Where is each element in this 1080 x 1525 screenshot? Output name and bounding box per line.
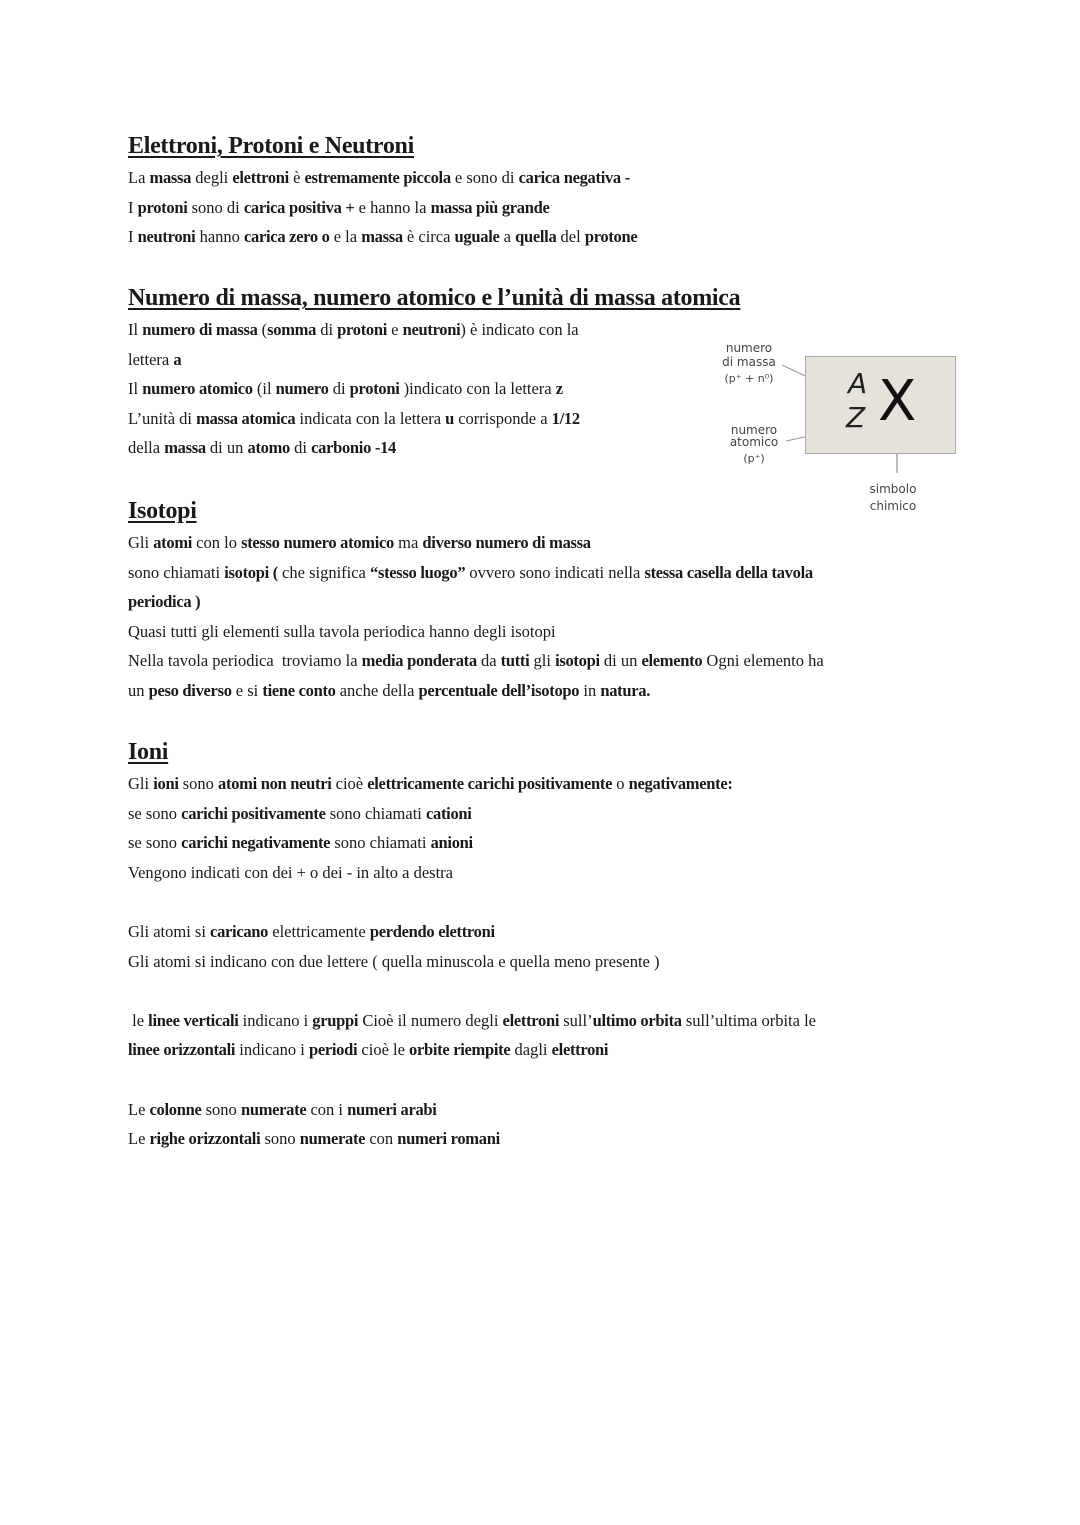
bold-text: elemento — [641, 651, 703, 671]
text: I — [128, 227, 138, 247]
text: degli — [191, 168, 233, 187]
text: con i — [306, 1099, 348, 1119]
bold-text: perdendo elettroni — [369, 921, 495, 941]
bold-text: anioni — [430, 833, 473, 853]
text: e hanno la — [354, 197, 431, 217]
bold-text: ioni — [153, 774, 179, 793]
bold-text: atomi — [153, 533, 193, 552]
text: sull’ — [559, 1010, 593, 1030]
text: sono chiamati — [128, 562, 225, 582]
heading-isotopes: Isotopi — [128, 498, 197, 524]
text: ma — [393, 533, 423, 552]
bold-text: massa più grande — [430, 197, 550, 217]
bold-text: stesso numero atomico — [241, 533, 394, 552]
text: di un — [599, 651, 642, 671]
bold-text: numerate — [299, 1129, 366, 1149]
bold-text: orbite riempite — [409, 1040, 511, 1060]
bold-text: 1/12 — [551, 408, 580, 428]
text: sono — [201, 1099, 241, 1119]
bold-text: quella — [515, 227, 557, 247]
bold-text: numerate — [240, 1099, 307, 1119]
blank-line — [128, 976, 958, 1006]
text: )indicato con la lettera — [399, 379, 556, 399]
text: Le — [128, 1099, 150, 1119]
bold-text: righe orizzontali — [149, 1129, 261, 1149]
mass-number-label: numero di massa (p⁺ + n⁰) — [722, 341, 776, 385]
bold-text: uguale — [454, 227, 500, 247]
bold-text: massa atomica — [196, 408, 296, 428]
bold-text: ultimo orbita — [592, 1010, 682, 1030]
atomic-number-label: numero atomico (p⁺) — [729, 423, 779, 465]
text: hanno — [195, 227, 245, 247]
text: è circa — [402, 227, 455, 247]
text: o — [612, 774, 629, 793]
text-line — [128, 222, 958, 252]
mass-number-A: A — [848, 367, 868, 400]
text: Nella tavola periodica troviamo la — [128, 651, 362, 671]
text: che significa — [277, 562, 371, 582]
bold-text: diverso numero di massa — [422, 533, 591, 552]
chemical-symbol-label: simbolo chimico — [869, 482, 917, 513]
bold-text: periodica ) — [128, 592, 201, 612]
blank-line — [128, 887, 958, 917]
text-line — [128, 947, 958, 977]
bold-text: estremamente piccola — [304, 168, 451, 187]
bold-text: tutti — [500, 651, 530, 671]
text-line — [128, 163, 958, 193]
text: ovvero sono indicati nella — [465, 562, 645, 582]
bold-text: “stesso luogo” — [370, 562, 466, 582]
text: a — [499, 227, 516, 247]
bold-text: periodi — [308, 1040, 358, 1060]
text: sono chiamati — [325, 803, 426, 823]
text: dagli — [510, 1040, 552, 1060]
bold-text: carica negativa - — [518, 168, 630, 187]
text: del — [556, 227, 585, 247]
text: della — [128, 438, 165, 458]
bold-text: media ponderata — [361, 651, 477, 671]
bold-text: carichi negativamente — [181, 833, 331, 853]
text: Gli atomi si indicano con due lettere ( quella minuscola e quella meno presente ) — [128, 951, 660, 971]
bold-text: carica zero o — [244, 227, 330, 247]
atomic-number-Z: Z — [846, 401, 866, 434]
text: un — [128, 680, 149, 700]
bold-text: atomi non neutri — [218, 774, 332, 793]
bold-text: elettroni — [232, 168, 289, 187]
bold-text: numeri romani — [397, 1129, 500, 1149]
paragraph — [128, 163, 958, 252]
bold-text: a — [173, 349, 182, 369]
bold-text: numero atomico — [142, 379, 253, 399]
text-line — [128, 1095, 958, 1125]
bold-text: stessa casella della tavola — [644, 562, 813, 582]
text: I — [128, 197, 138, 217]
text: L’unità di — [128, 408, 197, 428]
heading-ions: Ioni — [128, 739, 169, 765]
bold-text: carbonio -14 — [311, 438, 396, 458]
text: Il — [128, 379, 143, 399]
bold-text: natura. — [600, 680, 651, 700]
text: con lo — [192, 533, 242, 552]
text: cioè le — [357, 1040, 410, 1060]
section-isotopes — [128, 496, 958, 706]
bold-text: elettroni — [551, 1040, 609, 1060]
text-line — [128, 799, 958, 829]
text: cioè — [331, 774, 368, 793]
blank-line — [128, 1065, 958, 1095]
text: Il — [128, 320, 143, 339]
bold-text: negativamente: — [628, 774, 733, 793]
text-line — [128, 1124, 958, 1154]
bold-text: cationi — [426, 803, 472, 823]
heading-mass-number: Numero di massa, numero atomico e l’unità di massa atomica — [128, 285, 741, 311]
text: in — [579, 680, 601, 700]
text: di — [316, 320, 338, 339]
text: ) è indicato con la — [460, 320, 579, 339]
text: e sono di — [450, 168, 519, 187]
text: ( — [257, 320, 268, 339]
text-line — [128, 646, 958, 676]
text-line — [128, 828, 958, 858]
text-line — [128, 315, 688, 345]
bold-text: carichi positivamente — [181, 803, 326, 823]
text-line — [128, 528, 958, 558]
bold-text: protone — [584, 227, 638, 247]
bold-text: caricano — [210, 921, 269, 941]
bold-text: u — [445, 408, 455, 428]
text: di — [290, 438, 312, 458]
text-line — [128, 404, 688, 434]
text: Gli — [128, 533, 154, 552]
bold-text: numeri arabi — [347, 1099, 437, 1119]
bold-text: protoni — [337, 320, 388, 339]
text-line — [128, 1035, 958, 1065]
text: sono — [260, 1129, 300, 1149]
text: sono chiamati — [330, 833, 431, 853]
text-line — [128, 433, 688, 463]
text: se sono — [128, 803, 182, 823]
chemical-symbol-X: X — [878, 369, 917, 434]
text-line — [128, 558, 958, 588]
nuclide-notation-diagram — [700, 335, 970, 520]
bold-text: numero — [275, 379, 329, 399]
section-electrons — [128, 131, 958, 252]
text: Gli atomi si — [128, 921, 211, 941]
bold-text: numero di massa — [142, 320, 258, 339]
text: da — [476, 651, 501, 671]
text-line — [128, 676, 958, 706]
bold-text: tiene conto — [262, 680, 336, 700]
element-symbol-box — [805, 356, 956, 454]
text: indicano i — [238, 1010, 313, 1030]
text: Vengono indicati con dei + o dei - in alto a destra — [128, 862, 454, 882]
bold-text: isotopi ( — [224, 562, 278, 582]
text: elettricamente — [268, 921, 370, 941]
text: sono di — [187, 197, 244, 217]
bold-text: linee verticali — [148, 1010, 239, 1030]
text: Ogni elemento ha — [702, 651, 824, 671]
text: indicano i — [235, 1040, 309, 1060]
text-line — [128, 345, 688, 375]
bold-text: gruppi — [312, 1010, 359, 1030]
text-line — [128, 587, 958, 617]
text: Quasi tutti gli elementi sulla tavola periodica hanno degli isotopi — [128, 621, 556, 641]
bold-text: isotopi — [555, 651, 600, 671]
bold-text: carica positiva + — [243, 197, 355, 217]
text: con — [365, 1129, 398, 1149]
text-line — [128, 374, 688, 404]
bold-text: protoni — [349, 379, 400, 399]
section-ions — [128, 737, 958, 1154]
text: gli — [529, 651, 556, 671]
text: (il — [252, 379, 276, 399]
bold-text: somma — [267, 320, 317, 339]
text: e si — [231, 680, 263, 700]
text: di — [328, 379, 350, 399]
bold-text: protoni — [137, 197, 188, 217]
text-line — [128, 858, 958, 888]
text: è — [288, 168, 305, 187]
text: Gli — [128, 774, 154, 793]
bold-text: neutroni — [402, 320, 461, 339]
bold-text: neutroni — [137, 227, 196, 247]
text: e la — [329, 227, 362, 247]
bold-text: massa — [164, 438, 206, 458]
bold-text: massa — [149, 168, 192, 187]
text: lettera — [128, 349, 174, 369]
text: se sono — [128, 833, 182, 853]
text: anche della — [335, 680, 419, 700]
bold-text: massa — [361, 227, 403, 247]
text: sull’ultima orbita le — [681, 1010, 816, 1030]
paragraph — [128, 769, 958, 1154]
text-line — [128, 917, 958, 947]
bold-text: z — [555, 379, 563, 399]
text: Cioè il numero degli — [358, 1010, 503, 1030]
text: e — [387, 320, 403, 339]
text: di un — [205, 438, 248, 458]
text: Le — [128, 1129, 150, 1149]
text-line — [128, 617, 958, 647]
text: sono — [178, 774, 219, 793]
text: le — [128, 1010, 149, 1030]
heading-electrons: Elettroni, Protoni e Neutroni — [128, 133, 414, 159]
bold-text: elettroni — [502, 1010, 560, 1030]
bold-text: atomo — [247, 438, 291, 458]
bold-text: peso diverso — [148, 680, 232, 700]
paragraph — [128, 528, 958, 706]
bold-text: linee orizzontali — [128, 1040, 236, 1060]
bold-text: colonne — [149, 1099, 202, 1119]
text-line — [128, 1006, 958, 1036]
text-line — [128, 769, 958, 799]
text: indicata con la lettera — [295, 408, 446, 428]
paragraph — [128, 315, 688, 463]
text: La — [128, 168, 150, 187]
text: corrisponde a — [454, 408, 552, 428]
bold-text: percentuale dell’isotopo — [418, 680, 580, 700]
bold-text: elettricamente carichi positivamente — [367, 774, 613, 793]
text-line — [128, 193, 958, 223]
